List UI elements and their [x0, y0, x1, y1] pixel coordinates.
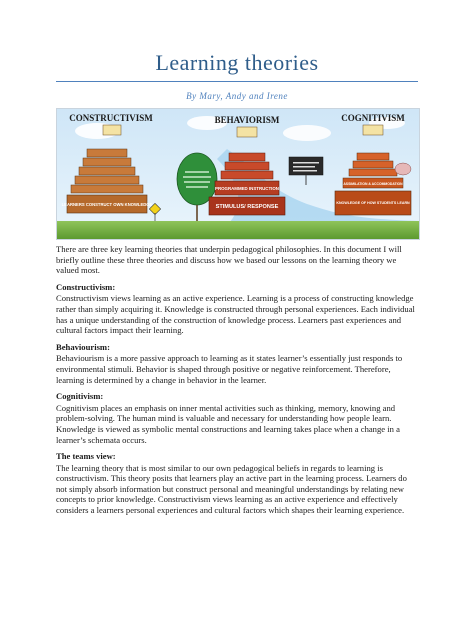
section-heading: Constructivism:: [56, 281, 116, 292]
ground: [57, 221, 419, 239]
section-teams-view: [56, 451, 420, 516]
document-authors: By Mary, Andy and Irene: [186, 91, 288, 101]
section-cognitivism: [56, 391, 420, 445]
section-constructivism: [56, 282, 420, 336]
learning-theories-figure: [56, 108, 420, 240]
intro-paragraph: There are three key learning theories that underpin pedagogical philosophies. In this document I will briefly outline these three theories and discuss how we based our lessons on the learning theory we valued most.: [56, 244, 402, 276]
section-heading: Behaviourism:: [56, 341, 110, 352]
section-text: Cognitivism places an emphasis on inner mental activities such as thinking, memory, knowing and problem-solving. The human mind is valuable and necessary for understanding how people learn. Knowledge is viewed as symbolic mental constructions and learning takes place when a change in a learner’s schemata occurs.: [56, 402, 400, 445]
behaviorism-block-1: Stimulus/ Response: [215, 204, 279, 210]
section-text: Behaviourism is a more passive approach to learning as it states learner’s essentially just responds to environmental stimuli. Behavior is shaped through positive or negative reinforcement. Therefore, learning is determined by a change in behavior in the learner.: [56, 353, 403, 385]
brain-icon: [395, 163, 411, 175]
behaviorism-heading: Behaviorism: [214, 115, 280, 125]
cognitivism-heading: Cognitivism: [341, 113, 405, 123]
section-heading: The teams view:: [56, 451, 116, 462]
section-text: The learning theory that is most similar to our own pedagogical beliefs in regards to learning is constructivism. This theory posits that learners play an active part in the learning process. Learners do not simply absorb information but construct personal and meaningful understandings by relating new concepts to prior knowledge. Constructivism views learning as an active experience and effectively considers a learners personal experiences and cultural factors which shapes their learning experience.: [56, 462, 407, 516]
cognitivism-block-0: Assimilation & Accommodation: [343, 182, 403, 186]
cognitivism-block-1: Knowledge of how students learn: [336, 201, 410, 205]
constructivism-heading: Constructivism: [69, 113, 153, 123]
section-behaviourism: [56, 342, 420, 385]
document-title: Learning theories: [155, 50, 319, 75]
constructivism-block-0: Learners construct own knowledge: [61, 202, 153, 207]
title-rule: [56, 81, 418, 82]
document-body: [56, 244, 420, 522]
behaviorism-block-0: Programmed instruction: [215, 186, 279, 191]
section-text: Constructivism views learning as an active experience. Learning is a process of constructing knowledge rather than simply acquiring it. Knowledge is constructed through personal experiences. Each individual has a unique understanding of the construction of knowledge process. Learners past experiences and cultural factors impact their learning.: [56, 293, 415, 336]
section-heading: Cognitivism:: [56, 391, 104, 402]
